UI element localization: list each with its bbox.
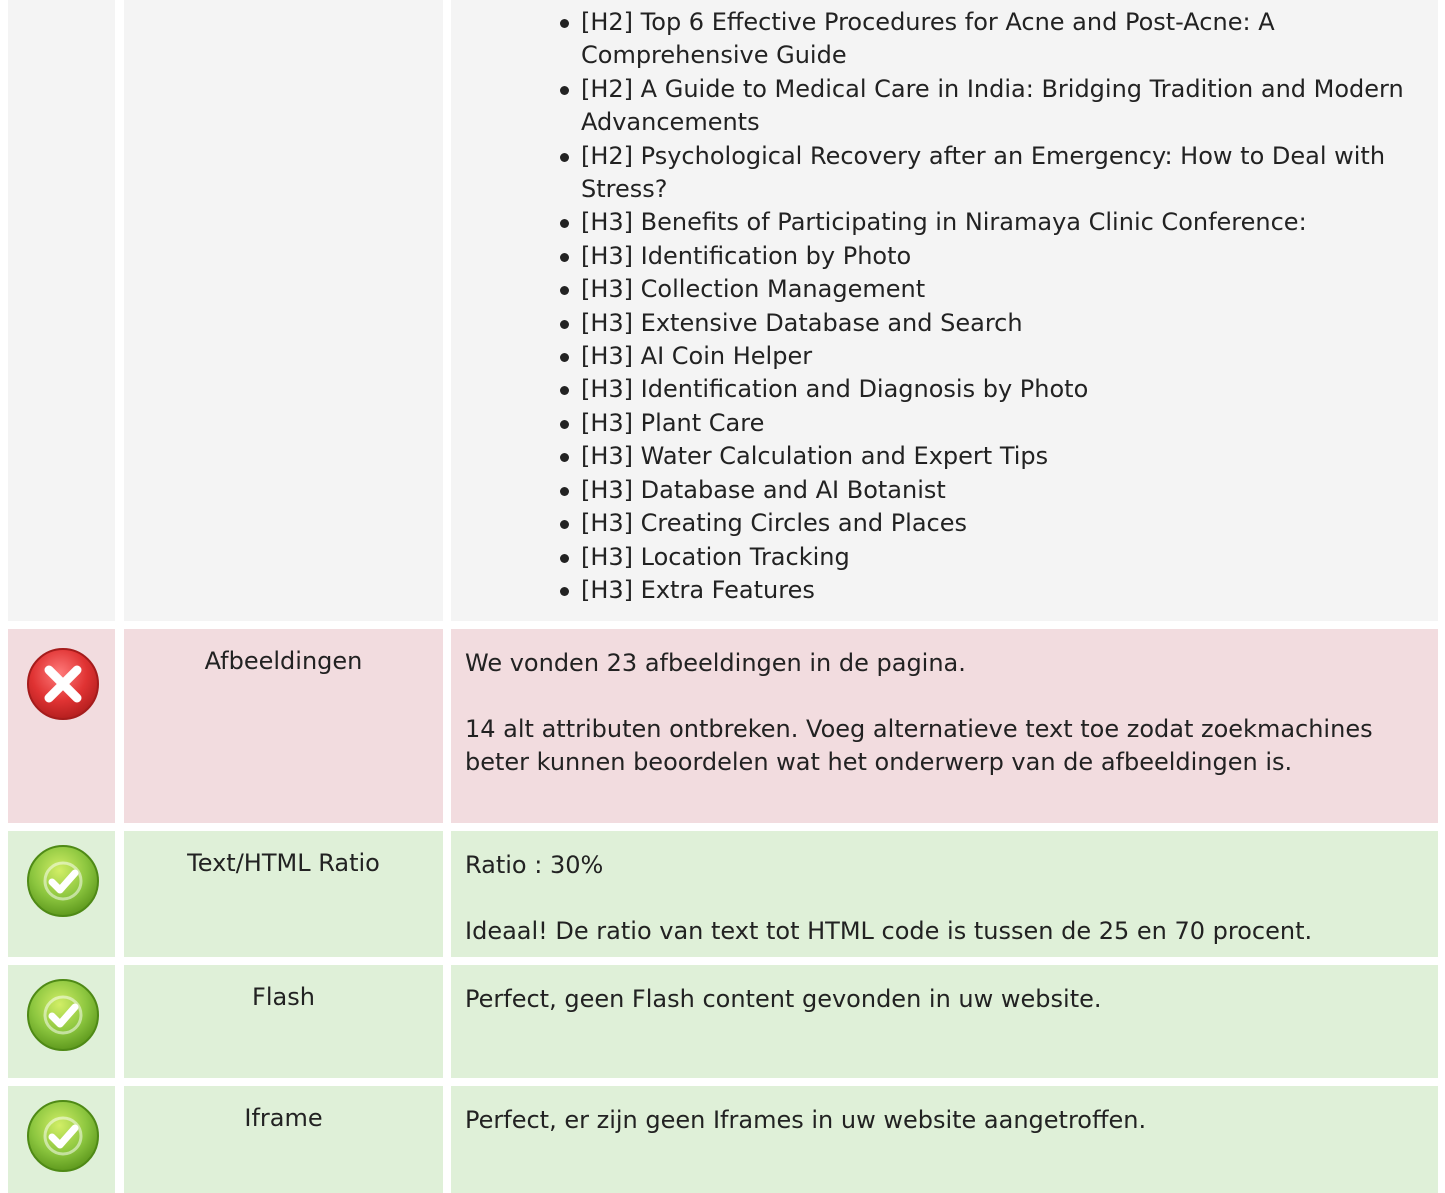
ratio-content-cell: [451, 831, 1438, 957]
headings-label-cell: [124, 0, 443, 621]
iframe-content-cell: [451, 1086, 1438, 1193]
ratio-row: [0, 831, 1445, 957]
row-label: Text/HTML Ratio: [187, 849, 380, 877]
ratio-advice-text: Ideaal! De ratio van text tot HTML code is tussen de 25 en 70 procent.: [465, 917, 1313, 945]
headings-status-cell: [8, 0, 115, 621]
ratio-label-cell: [124, 831, 443, 957]
row-label: Iframe: [244, 1104, 323, 1132]
flash-label-cell: [124, 965, 443, 1078]
headings-content-cell: [451, 0, 1438, 621]
list-item: [H3] Creating Circles and Places: [581, 507, 1424, 540]
list-item: [H3] Database and AI Botanist: [581, 474, 1424, 507]
list-item: [H2] Psychological Recovery after an Emergency: How to Deal with Stress?: [581, 140, 1424, 207]
list-item: [H3] Extra Features: [581, 574, 1424, 607]
list-item: [H2] A Guide to Medical Care in India: Bridging Tradition and Modern Advancements: [581, 73, 1424, 140]
ratio-value-text: Ratio : 30%: [465, 851, 604, 879]
list-item: [H3] Water Calculation and Expert Tips: [581, 440, 1424, 473]
images-alt-advice-text: 14 alt attributen ontbreken. Voeg alternatieve text toe zodat zoekmachines beter kunnen beoordelen wat het onderwerp van de afbeeldingen is.: [465, 715, 1373, 776]
check-icon: [25, 977, 101, 1053]
list-item: [H3] Plant Care: [581, 407, 1424, 440]
images-status-cell: [8, 629, 115, 823]
list-item: [H2] Top 6 Effective Procedures for Acne and Post-Acne: A Comprehensive Guide: [581, 6, 1424, 73]
row-label: Flash: [252, 983, 315, 1011]
list-item: [H3] Extensive Database and Search: [581, 307, 1424, 340]
headings-list: [465, 6, 1424, 607]
images-row: [0, 629, 1445, 823]
images-label-cell: [124, 629, 443, 823]
error-icon: [25, 646, 101, 722]
images-content-cell: [451, 629, 1438, 823]
list-item: [H3] Location Tracking: [581, 541, 1424, 574]
list-item: [H3] Collection Management: [581, 273, 1424, 306]
images-count-text: We vonden 23 afbeeldingen in de pagina.: [465, 649, 966, 677]
flash-content-cell: [451, 965, 1438, 1078]
check-icon: [25, 843, 101, 919]
iframe-result-text: Perfect, er zijn geen Iframes in uw website aangetroffen.: [465, 1106, 1147, 1134]
check-icon: [25, 1098, 101, 1174]
list-item: [H3] Identification and Diagnosis by Photo: [581, 373, 1424, 406]
iframe-row: [0, 1086, 1445, 1193]
iframe-label-cell: [124, 1086, 443, 1193]
flash-result-text: Perfect, geen Flash content gevonden in uw website.: [465, 985, 1102, 1013]
list-item: [H3] Identification by Photo: [581, 240, 1424, 273]
list-item: [H3] Benefits of Participating in Niramaya Clinic Conference:: [581, 206, 1424, 239]
list-item: [H3] AI Coin Helper: [581, 340, 1424, 373]
flash-status-cell: [8, 965, 115, 1078]
row-label: Afbeeldingen: [204, 647, 363, 675]
iframe-status-cell: [8, 1086, 115, 1193]
flash-row: [0, 965, 1445, 1078]
ratio-status-cell: [8, 831, 115, 957]
